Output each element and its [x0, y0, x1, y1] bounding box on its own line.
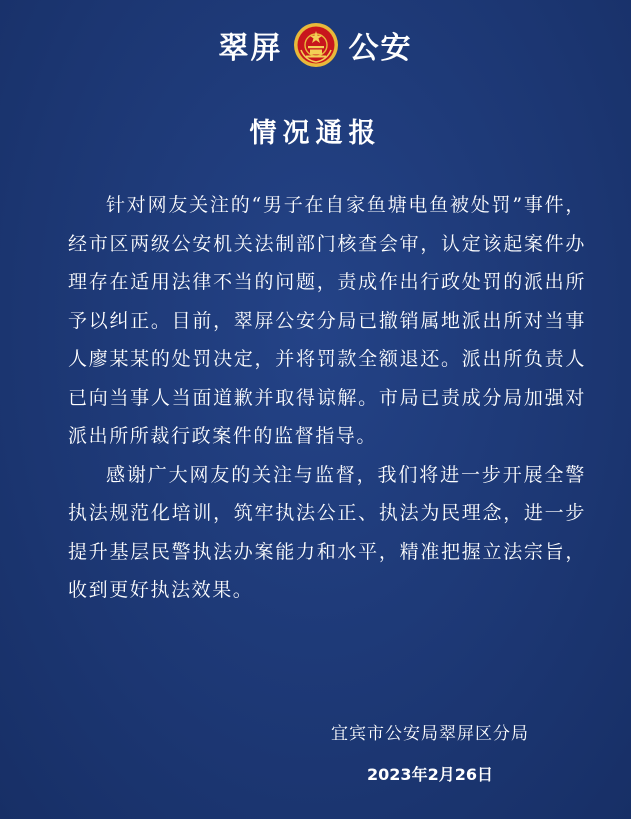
issue-date: 2023年2月26日: [367, 765, 493, 784]
paragraph-1: 针对网友关注的“男子在自家鱼塘电鱼被处罚”事件，经市区两级公安机关法制部门核查会审，认定该起案件办理存在适用法律不当的问题，责成作出行政处罚的派出所予以纠正。目前，翠屏公安分局已撤销属地派出所对当事人廖某某的处罚决定，并将罚款全额退还。派出所负责人已向当事人当面道歉并取得谅解。市局已责成分局加强对派出所所裁行政案件的监督指导。: [68, 194, 586, 447]
police-emblem-icon: [293, 22, 339, 68]
brand-left: 翠屏: [218, 31, 283, 66]
brand-right: 公安: [348, 31, 413, 66]
notice-title: 情况通报: [249, 118, 382, 149]
issuer-signature: 宜宾市公安局翠屏区分局: [331, 724, 529, 744]
paragraph-2: 感谢广大网友的关注与监督，我们将进一步开展全警执法规范化培训，筑牢执法公正、执法为民理念，进一步提升基层民警执法办案能力和水平，精准把握立法宗旨，收到更好执法效果。: [68, 463, 586, 601]
notice-body: [68, 186, 586, 610]
header: [0, 22, 631, 68]
